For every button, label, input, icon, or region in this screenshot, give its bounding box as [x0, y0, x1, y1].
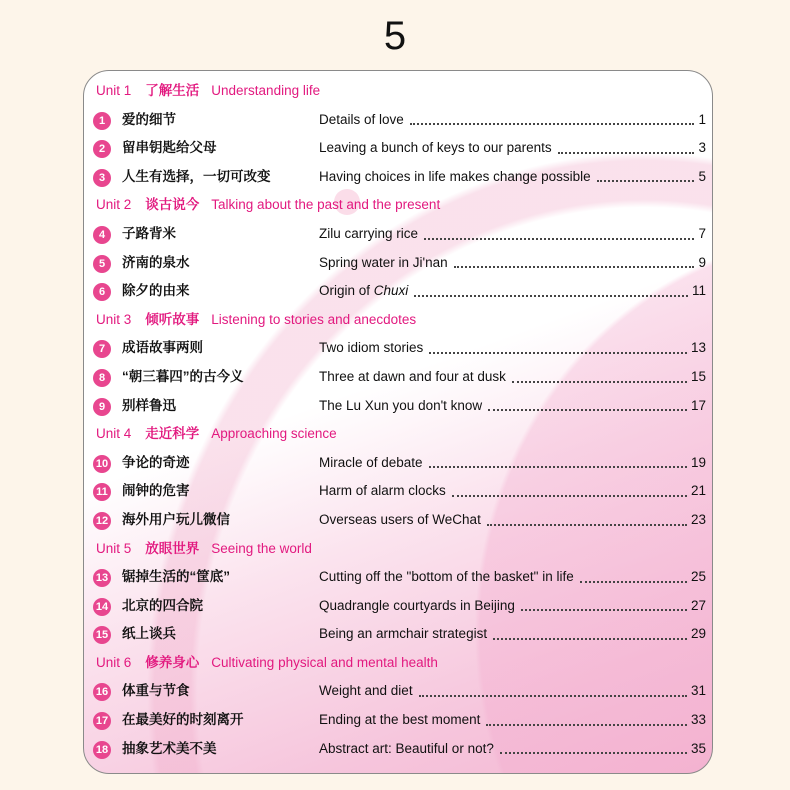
lesson-number-badge: 13 — [93, 569, 111, 587]
lesson-entry[interactable] — [84, 392, 712, 421]
lesson-title-cn: 纸上谈兵 — [122, 626, 176, 642]
lesson-entry[interactable] — [84, 592, 712, 621]
lesson-title-cn: 成语故事两则 — [122, 340, 203, 356]
lesson-title-en: Leaving a bunch of keys to our parents — [319, 140, 552, 156]
lesson-entry[interactable] — [84, 735, 712, 764]
lesson-number-badge: 4 — [93, 226, 111, 244]
lesson-title-en: Weight and diet — [319, 683, 413, 699]
dot-leader — [419, 677, 687, 697]
dot-leader — [454, 249, 695, 269]
dot-leader — [410, 106, 695, 126]
lesson-title-en-line — [319, 220, 706, 249]
dot-leader — [429, 334, 687, 354]
lesson-title-cn: 除夕的由来 — [122, 283, 190, 299]
lesson-number-badge: 2 — [93, 140, 111, 158]
unit-heading[interactable] — [84, 77, 712, 106]
lesson-number-badge: 15 — [93, 626, 111, 644]
unit-label: Unit 6 — [96, 654, 132, 670]
page-ref: 13 — [690, 340, 706, 356]
lesson-title-en: Having choices in life makes change possible — [319, 168, 591, 184]
dot-leader — [558, 134, 695, 154]
lesson-title-en-line — [319, 706, 706, 735]
lesson-entry[interactable] — [84, 449, 712, 478]
lesson-title-en: Two idiom stories — [319, 340, 424, 356]
lesson-title-cn: “朝三暮四”的古今义 — [122, 368, 244, 384]
page-ref: 19 — [690, 454, 706, 470]
unit-heading[interactable] — [84, 535, 712, 564]
lesson-title-cn: 北京的四合院 — [122, 597, 203, 613]
page-ref: 27 — [690, 597, 706, 613]
unit-title-en: Approaching science — [211, 426, 337, 442]
lesson-title-cn: 体重与节食 — [122, 683, 190, 699]
unit-title-cn: 放眼世界 — [145, 540, 200, 556]
lesson-title-en-line — [319, 563, 706, 592]
unit-title-en: Understanding life — [211, 83, 321, 98]
unit-label: Unit 2 — [96, 197, 132, 213]
dot-leader — [452, 477, 687, 497]
lesson-title-cn: 闹钟的危害 — [122, 483, 190, 499]
page-ref: 1 — [698, 111, 706, 127]
lesson-title-en: Ending at the best moment — [319, 712, 481, 728]
dot-leader — [487, 506, 687, 526]
unit-heading[interactable] — [84, 191, 712, 220]
lesson-entry[interactable] — [84, 563, 712, 592]
dot-leader — [500, 735, 687, 755]
lesson-entry[interactable] — [84, 363, 712, 392]
unit-label: Unit 4 — [96, 426, 132, 442]
lesson-entry[interactable] — [84, 220, 712, 249]
lesson-number-badge: 1 — [93, 112, 111, 130]
lesson-title-en-line — [319, 334, 706, 363]
page-ref: 23 — [690, 511, 706, 527]
page-ref: 5 — [698, 168, 706, 184]
dot-leader — [512, 363, 687, 383]
unit-title-cn: 倾听故事 — [145, 311, 200, 327]
lesson-title-cn: 爱的细节 — [122, 111, 176, 127]
lesson-title-en-line — [319, 106, 706, 135]
lesson-title-en-line — [319, 249, 706, 278]
lesson-number-badge: 12 — [93, 512, 111, 530]
dot-leader — [488, 392, 687, 412]
lesson-title-cn: 抽象艺术美不美 — [122, 740, 217, 756]
lesson-title-en: The Lu Xun you don't know — [319, 397, 483, 413]
lesson-title-cn: 争论的奇迹 — [122, 454, 190, 470]
lesson-title-en-line — [319, 392, 706, 421]
unit-title-en: Listening to stories and anecdotes — [211, 311, 417, 327]
page-ref: 29 — [690, 626, 706, 642]
dot-leader — [521, 592, 687, 612]
lesson-title-en-line — [319, 134, 706, 163]
lesson-title-en: Abstract art: Beautiful or not? — [319, 740, 494, 756]
unit-title-en: Cultivating physical and mental health — [211, 654, 438, 670]
page-ref: 3 — [698, 140, 706, 156]
lesson-number-badge: 6 — [93, 283, 111, 301]
lesson-number-badge: 10 — [93, 455, 111, 473]
page-ref: 7 — [698, 225, 706, 241]
dot-leader — [597, 163, 695, 183]
page-ref: 21 — [690, 483, 706, 499]
lesson-entry[interactable] — [84, 106, 712, 135]
dot-leader — [580, 563, 687, 583]
lesson-title-cn: 留串钥匙给父母 — [122, 140, 217, 156]
lesson-number-badge: 16 — [93, 683, 111, 701]
page-ref: 33 — [690, 712, 706, 728]
lesson-title-en: Zilu carrying rice — [319, 225, 419, 241]
lesson-title-en: Spring water in Ji'nan — [319, 254, 448, 270]
lesson-number-badge: 9 — [93, 398, 111, 416]
lesson-title-en: Details of love — [319, 111, 404, 127]
unit-title-cn: 了解生活 — [145, 83, 200, 98]
lesson-title-en-line — [319, 477, 706, 506]
dot-leader — [493, 620, 687, 640]
unit-heading[interactable] — [84, 420, 712, 449]
lesson-title-en-italic: Chuxi — [373, 283, 409, 299]
page-ref: 9 — [698, 254, 706, 270]
lesson-entry[interactable] — [84, 706, 712, 735]
lesson-title-en-line — [319, 363, 706, 392]
lesson-number-badge: 3 — [93, 169, 111, 187]
unit-title-cn: 走近科学 — [145, 426, 200, 442]
contents-panel — [83, 70, 713, 774]
lesson-number-badge: 8 — [93, 369, 111, 387]
table-of-contents — [84, 77, 712, 763]
page-ref: 25 — [690, 569, 706, 585]
page-ref: 15 — [690, 368, 706, 384]
lesson-title-cn: 子路背米 — [122, 225, 176, 241]
page-number: 5 — [383, 14, 407, 58]
page-ref: 31 — [690, 683, 706, 699]
unit-label: Unit 5 — [96, 540, 132, 556]
lesson-entry[interactable] — [84, 277, 712, 306]
lesson-title-cn: 在最美好的时刻离开 — [122, 712, 244, 728]
lesson-title-en: Three at dawn and four at dusk — [319, 368, 506, 384]
lesson-title-en-line — [319, 449, 706, 478]
lesson-title-en-line — [319, 735, 706, 764]
lesson-title-cn: 人生有选择，一切可改变 — [122, 168, 271, 184]
unit-title-cn: 修养身心 — [145, 654, 200, 670]
lesson-title-en: Cutting off the "bottom of the basket" in life — [319, 569, 574, 585]
dot-leader — [486, 706, 687, 726]
lesson-number-badge: 14 — [93, 598, 111, 616]
lesson-entry[interactable] — [84, 163, 712, 192]
lesson-title-en-line — [319, 592, 706, 621]
lesson-title-cn: 锯掉生活的“筐底” — [122, 569, 230, 585]
lesson-entry[interactable] — [84, 334, 712, 363]
unit-label: Unit 1 — [96, 83, 132, 98]
lesson-entry[interactable] — [84, 249, 712, 278]
lesson-number-badge: 5 — [93, 255, 111, 273]
lesson-entry[interactable] — [84, 506, 712, 535]
unit-heading[interactable] — [84, 649, 712, 678]
unit-title-en: Talking about the past and the present — [211, 197, 441, 213]
page-ref: 35 — [690, 740, 706, 756]
lesson-title-en: Quadrangle courtyards in Beijing — [319, 597, 515, 613]
lesson-title-en-line — [319, 277, 706, 306]
lesson-title-cn: 别样鲁迅 — [122, 397, 176, 413]
lesson-title-en-line — [319, 506, 706, 535]
lesson-title-en: Harm of alarm clocks — [319, 483, 446, 499]
unit-title-cn: 谈古说今 — [145, 197, 200, 213]
lesson-title-en: Overseas users of WeChat — [319, 511, 481, 527]
unit-title-en: Seeing the world — [211, 540, 312, 556]
lesson-title-en: Miracle of debate — [319, 454, 423, 470]
dot-leader — [414, 277, 688, 297]
lesson-title-en-line — [319, 677, 706, 706]
lesson-title-en-line — [319, 163, 706, 192]
lesson-title-en-line — [319, 620, 706, 649]
unit-label: Unit 3 — [96, 311, 132, 327]
lesson-entry[interactable] — [84, 134, 712, 163]
lesson-title-cn: 济南的泉水 — [122, 254, 190, 270]
lesson-number-badge: 18 — [93, 741, 111, 759]
lesson-title-en: Origin of Chuxi — [319, 283, 409, 299]
dot-leader — [424, 220, 694, 240]
lesson-number-badge: 7 — [93, 340, 111, 358]
lesson-entry[interactable] — [84, 477, 712, 506]
lesson-title-en: Being an armchair strategist — [319, 626, 488, 642]
dot-leader — [429, 449, 687, 469]
lesson-number-badge: 17 — [93, 712, 111, 730]
unit-heading[interactable] — [84, 306, 712, 335]
lesson-number-badge: 11 — [93, 483, 111, 501]
lesson-title-cn: 海外用户玩儿微信 — [122, 511, 230, 527]
lesson-entry[interactable] — [84, 620, 712, 649]
page-ref: 11 — [691, 283, 706, 299]
page-ref: 17 — [690, 397, 706, 413]
lesson-entry[interactable] — [84, 677, 712, 706]
